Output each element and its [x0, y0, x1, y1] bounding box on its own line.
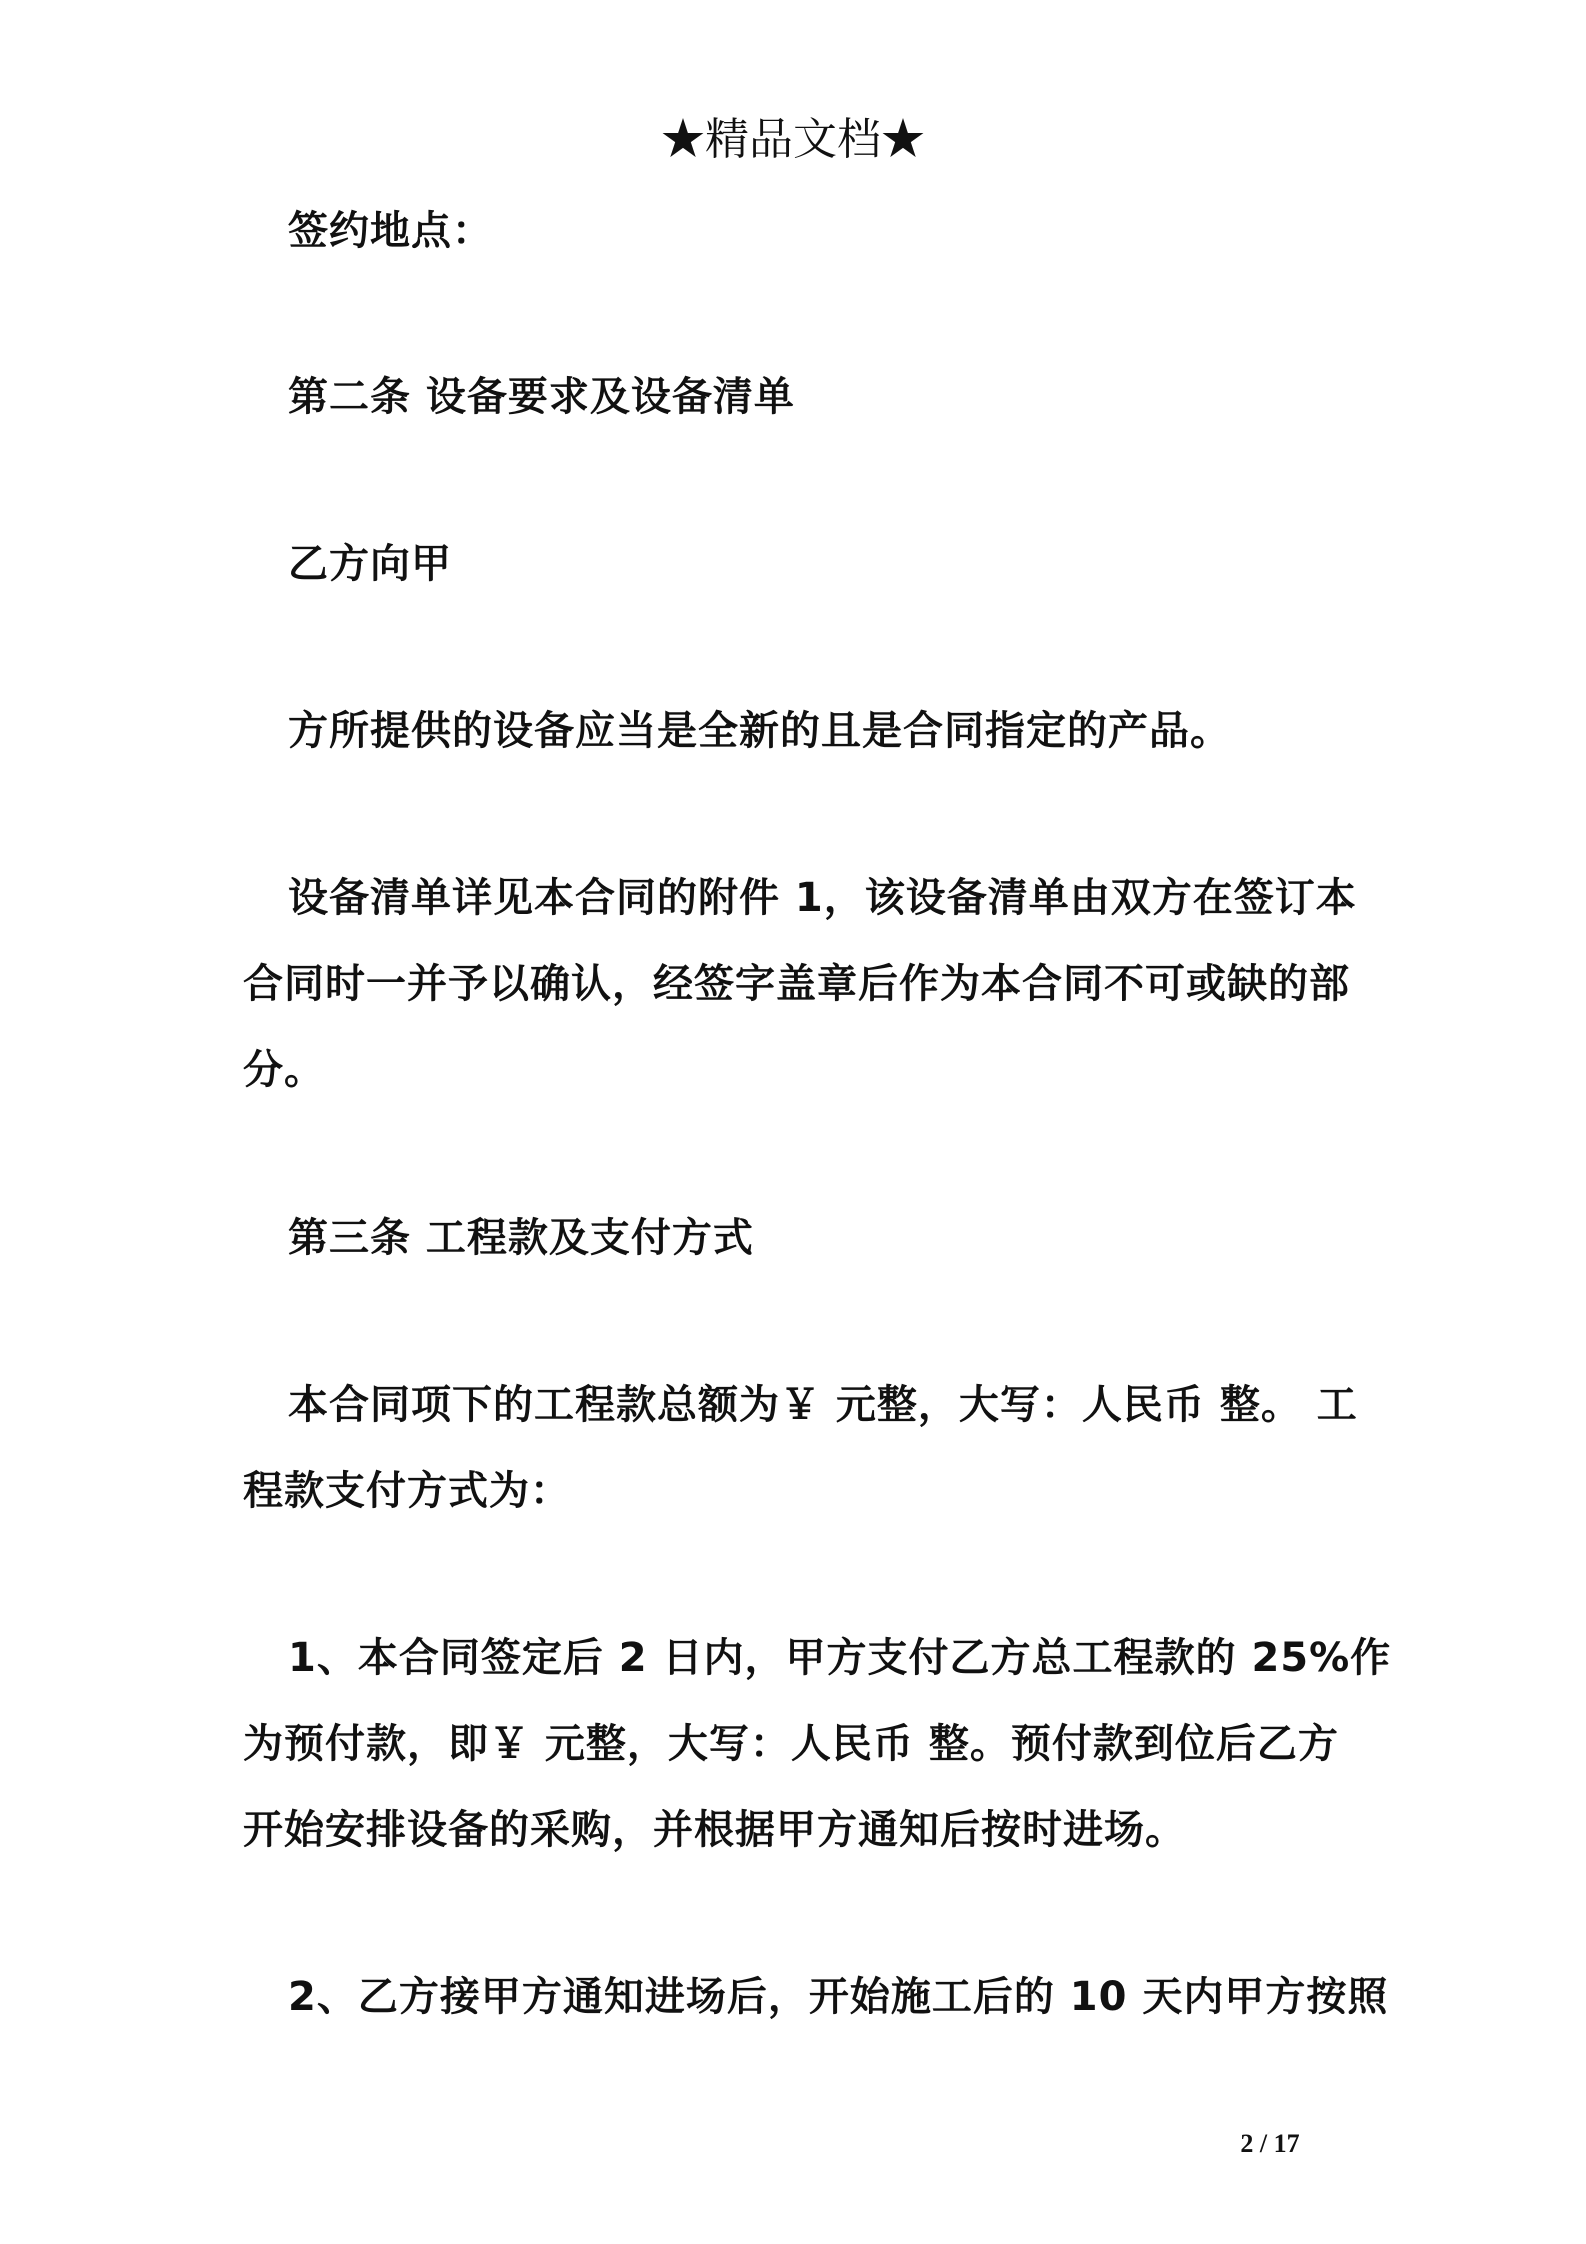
document-body — [243, 0, 1392, 2244]
paragraph-line: 设备清单详见本合同的附件 1，该设备清单由双方在签订本 — [288, 875, 1357, 921]
paragraph-equipment-list-cont — [243, 941, 1363, 1113]
paragraph-equipment-list — [243, 855, 1363, 941]
paragraph-line: 合同时一并予以确认，经签字盖章后作为本合同不可或缺的部 — [243, 961, 1350, 1007]
paragraph-line: 1、本合同签定后 2 日内，甲方支付乙方总工程款的 25%作 — [288, 1635, 1392, 1681]
paragraph-equipment-new: 方所提供的设备应当是全新的且是合同指定的产品。 — [288, 708, 1231, 754]
document-header-title: ★精品文档★ — [661, 114, 925, 165]
article-three-heading: 第三条 工程款及支付方式 — [288, 1215, 754, 1261]
paragraph-total-amount-cont — [243, 1448, 1363, 1534]
paragraph-line: 分。 — [243, 1047, 325, 1093]
paragraph-payment-item-1-cont — [243, 1701, 1363, 1873]
paragraph-payment-item-2: 2、乙方接甲方通知进场后，开始施工后的 10 天内甲方按照 — [288, 1974, 1389, 2020]
paragraph-line: 开始安排设备的采购，并根据甲方通知后按时进场。 — [243, 1807, 1186, 1853]
paragraph-line: 本合同项下的工程款总额为￥ 元整，大写：人民币 整。 工 — [288, 1382, 1358, 1428]
paragraph-line: 程款支付方式为： — [243, 1468, 571, 1514]
page-number: 2 / 17 — [1240, 2129, 1300, 2158]
paragraph-payment-item-1 — [243, 1615, 1392, 1701]
paragraph-signing-place: 签约地点： — [288, 208, 493, 254]
article-two-heading: 第二条 设备要求及设备清单 — [288, 374, 795, 420]
paragraph-line: 为预付款，即￥ 元整，大写：人民币 整。预付款到位后乙方 — [243, 1721, 1339, 1767]
paragraph-party-b-to-a: 乙方向甲 — [288, 541, 452, 587]
paragraph-total-amount — [243, 1362, 1363, 1448]
